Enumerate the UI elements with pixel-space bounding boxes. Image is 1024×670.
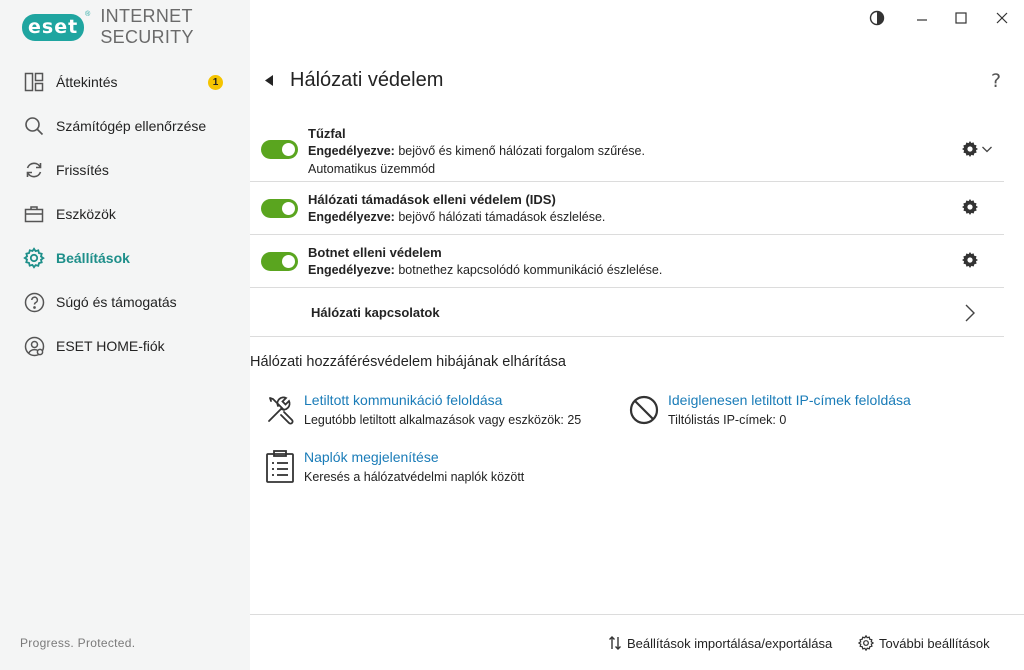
- sidebar-item-eset-home[interactable]: [0, 324, 250, 368]
- sidebar-item-update[interactable]: [0, 148, 250, 192]
- gear-icon[interactable]: [961, 198, 979, 216]
- main-panel: [250, 0, 1024, 670]
- sidebar-item-label: Számítógép ellenőrzése: [56, 118, 207, 134]
- sidebar-item-label: Frissítés: [56, 162, 109, 178]
- eset-logo: [22, 6, 250, 47]
- show-logs-link[interactable]: [264, 449, 624, 489]
- logo-registered-mark: ®: [85, 11, 91, 18]
- ids-toggle[interactable]: [261, 199, 298, 218]
- firewall-status: [308, 144, 645, 158]
- tagline: Progress. Protected.: [20, 636, 136, 650]
- botnet-title: Botnet elleni védelem: [308, 245, 442, 260]
- status-label: Engedélyezve:: [308, 210, 395, 224]
- link-title: Ideiglenesen letiltott IP-címek feloldása: [668, 392, 911, 408]
- refresh-icon: [23, 159, 45, 181]
- status-text: bejövő és kimenő hálózati forgalom szűrése.: [394, 144, 645, 158]
- footer-divider: [250, 614, 1024, 615]
- logo-badge: eset: [22, 14, 84, 41]
- botnet-status: [308, 263, 662, 277]
- sidebar-item-tools[interactable]: [0, 192, 250, 236]
- sidebar-item-overview[interactable]: [0, 60, 250, 104]
- link-title: Naplók megjelenítése: [304, 449, 439, 465]
- network-connections-label: Hálózati kapcsolatok: [311, 305, 440, 320]
- sidebar-item-help-support[interactable]: [0, 280, 250, 324]
- tools-icon: [264, 392, 298, 426]
- sidebar-item-label: Áttekintés: [56, 74, 118, 90]
- firewall-row: [250, 118, 1004, 182]
- botnet-toggle[interactable]: [261, 252, 298, 271]
- network-connections-row[interactable]: [250, 288, 1004, 337]
- link-desc: Legutóbb letiltott alkalmazások vagy eszközök: 25: [304, 413, 582, 427]
- ids-row: [250, 182, 1004, 235]
- import-export-button[interactable]: [608, 634, 832, 652]
- troubleshoot-title: Hálózati hozzáférésvédelem hibájának elhárítása: [250, 354, 566, 370]
- import-export-label: Beállítások importálása/exportálása: [627, 635, 833, 651]
- firewall-title: Tűzfal: [308, 126, 346, 141]
- sidebar-item-label: Súgó és támogatás: [56, 294, 177, 310]
- unblock-ip-link[interactable]: [628, 392, 958, 432]
- help-button[interactable]: ?: [990, 70, 1002, 92]
- sidebar-nav: [0, 60, 250, 368]
- dashboard-icon: [23, 71, 45, 93]
- sidebar-item-computer-scan[interactable]: [0, 104, 250, 148]
- unblock-communication-link[interactable]: [264, 392, 624, 432]
- chevron-down-icon[interactable]: [981, 143, 993, 155]
- briefcase-icon: [23, 203, 45, 225]
- advanced-settings-button[interactable]: [858, 634, 990, 652]
- advanced-settings-label: További beállítások: [879, 635, 990, 651]
- firewall-toggle[interactable]: [261, 140, 298, 159]
- ids-status: [308, 210, 605, 224]
- gear-icon: [858, 635, 874, 651]
- chevron-right-icon: [964, 303, 976, 323]
- sidebar-item-settings[interactable]: [0, 236, 250, 280]
- blocked-icon: [628, 392, 662, 426]
- gear-icon: [23, 247, 45, 269]
- product-name: INTERNET SECURITY: [100, 6, 194, 47]
- status-label: Engedélyezve:: [308, 263, 395, 277]
- status-text: bejövő hálózati támadások észlelése.: [394, 210, 606, 224]
- import-export-icon: [608, 635, 622, 651]
- notification-badge: 1: [208, 75, 223, 90]
- link-title: Letiltott kommunikáció feloldása: [304, 392, 503, 408]
- status-label: Engedélyezve:: [308, 144, 395, 158]
- ids-title: Hálózati támadások elleni védelem (IDS): [308, 192, 556, 207]
- botnet-row: [250, 235, 1004, 288]
- link-desc: Keresés a hálózatvédelmi naplók között: [304, 470, 525, 484]
- sidebar-item-label: Beállítások: [56, 250, 130, 266]
- gear-icon[interactable]: [961, 251, 979, 269]
- sidebar-item-label: Eszközök: [56, 206, 116, 222]
- search-icon: [23, 115, 45, 137]
- status-text: botnethez kapcsolódó kommunikáció észlelése.: [394, 263, 663, 277]
- sidebar-item-label: ESET HOME-fiók: [56, 338, 165, 354]
- account-icon: [23, 335, 45, 357]
- page-title: Hálózati védelem: [290, 69, 444, 91]
- sidebar: [0, 0, 250, 670]
- link-desc: Tiltólistás IP-címek: 0: [668, 413, 787, 427]
- firewall-mode: Automatikus üzemmód: [308, 162, 436, 176]
- back-arrow-icon[interactable]: [262, 72, 276, 88]
- help-icon: [23, 291, 45, 313]
- clipboard-icon: [264, 449, 298, 483]
- gear-icon[interactable]: [961, 140, 979, 158]
